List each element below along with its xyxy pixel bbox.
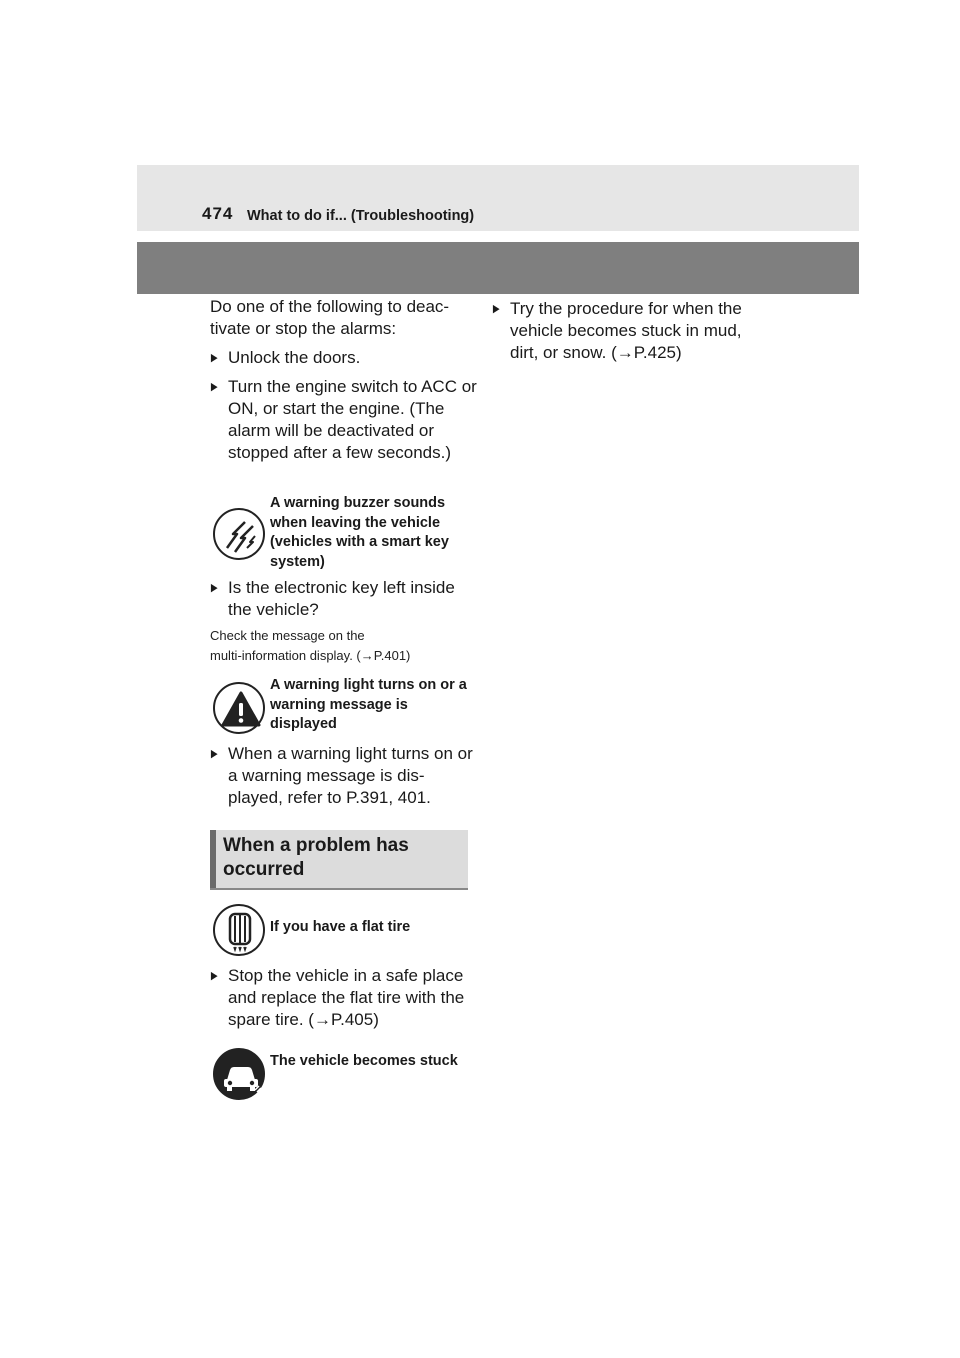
stuck-vehicle-icon: [213, 1048, 265, 1100]
section-title: When a problem has occurred: [223, 835, 409, 880]
header-title: What to do if... (Troubleshooting): [247, 208, 475, 224]
note-line: Check the message on the: [210, 628, 365, 643]
page-header: [137, 165, 859, 231]
note-check-message: [210, 626, 410, 666]
flat-tire-icon: [213, 904, 265, 956]
bullet-text: Stop the vehicle in a safe place and replace the flat tire with the spare tire. (→P.405): [228, 966, 465, 1029]
warning-icon: [213, 682, 265, 734]
flat-tire-label: If you have a flat tire: [270, 919, 411, 935]
bullet-text: Turn the engine switch to ACC or ON, or start the engine. (The alarm will be deactivated or stopped after a few seconds.): [228, 377, 477, 462]
bullet-flat-tire: [210, 965, 483, 1031]
bullet-warning-light: [210, 743, 478, 809]
section-heading: [210, 830, 468, 890]
header-band: [137, 242, 859, 294]
note-line: multi-information display. (→P.401): [210, 648, 411, 663]
page-number: 474: [202, 204, 234, 223]
bullet-text: Is the electronic key left inside the vehicle?: [228, 578, 455, 619]
warning-label: A warning light turns on or a warning message is displayed: [270, 677, 467, 732]
bullet-unlock-doors: [210, 347, 478, 369]
bullet-electronic-key: [210, 577, 478, 621]
intro-text: Do one of the following to deac-tivate or stop the alarms:: [210, 297, 450, 338]
bullet-stuck: [492, 298, 760, 364]
stuck-label: The vehicle becomes stuck: [270, 1053, 458, 1069]
bullet-text: Unlock the doors.: [228, 348, 361, 367]
buzzer-label: A warning buzzer sounds when leaving the vehicle (vehicles with a smart key system): [270, 495, 449, 570]
buzzer-icon: [213, 508, 265, 560]
bullet-engine-switch: [210, 376, 478, 464]
bullet-text: Try the procedure for when the vehicle becomes stuck in mud, dirt, or snow. (→P.425): [510, 299, 742, 362]
section-bar: [210, 830, 216, 888]
bullet-text: When a warning light turns on or a warning message is dis-played, refer to P.391, 401.: [228, 744, 473, 807]
